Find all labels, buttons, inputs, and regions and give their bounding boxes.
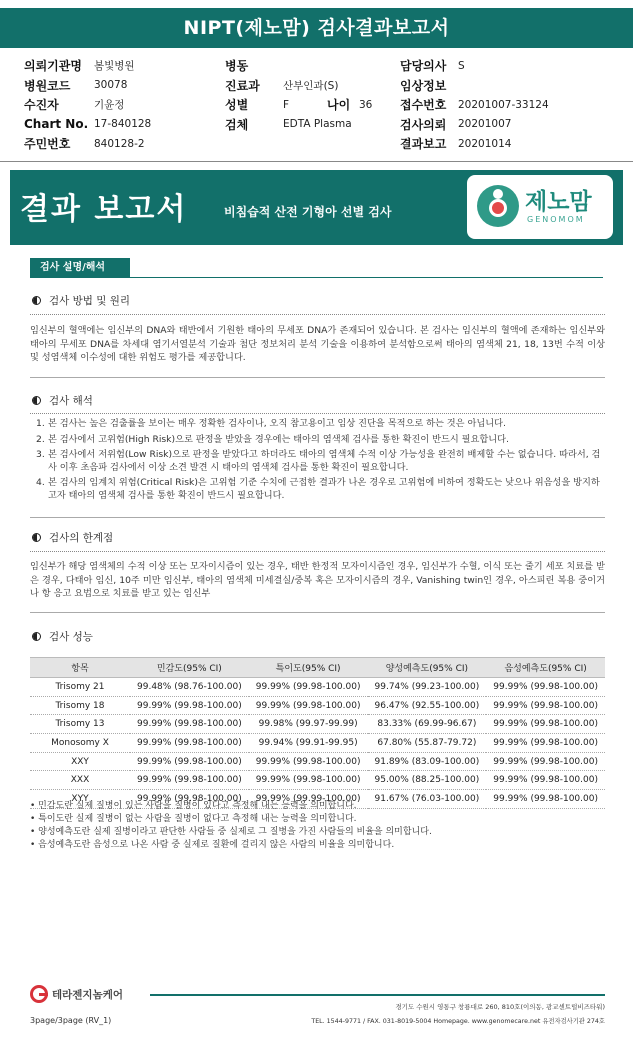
patient-info-col3 [400, 56, 549, 154]
interp-list [36, 418, 604, 505]
table-cell: 99.99% (99.98-100.00) [249, 752, 368, 771]
list-item: 4. 본 검사의 임계치 위험(Critical Risk)은 고위험 기준 수치에 근접한 결과가 나온 경우로 고위험에 비하여 정확도는 낮으나 위음성을 방지하고자 태아의 염색체 검사를 통한 확진이 반드시 필요합니다. [36, 477, 600, 501]
doctor-value: S [458, 59, 465, 72]
table-cell: 99.99% (99.98-100.00) [130, 696, 249, 715]
hospital-code-value: 30078 [94, 79, 128, 92]
limit-heading [32, 530, 113, 545]
divider [30, 612, 605, 613]
table-cell: 99.99% (99.98-100.00) [130, 752, 249, 771]
column-header: 양성예측도(95% CI) [368, 658, 487, 678]
half-circle-icon [32, 632, 41, 641]
half-circle-icon [32, 296, 41, 305]
sex-value: F [283, 98, 290, 111]
footer-contact: TEL. 1544-9771 / FAX. 031-8019-5004 Homepage. www.genomecare.net 유전자검사기관 274호 [311, 1018, 605, 1025]
note-item: • 민감도란 실제 질병이 있는 사람을 질병이 있다고 측정해 내는 능력을 의미합니다. [30, 801, 357, 811]
table-row [30, 771, 605, 790]
table-cell: 99.99% (99.99-100.00) [249, 790, 368, 809]
table-cell: 99.48% (98.76-100.00) [130, 678, 249, 697]
table-cell: Monosomy X [30, 734, 130, 753]
chart-no-value: 17-840128 [94, 118, 152, 131]
banner-subtitle: 비침습적 산전 기형아 선별 검사 [224, 205, 392, 219]
table-row [30, 752, 605, 771]
table-cell: 95.00% (88.25-100.00) [368, 771, 487, 790]
method-heading [32, 293, 130, 308]
table-cell: 83.33% (69.99-96.67) [368, 715, 487, 734]
doctor-label: 담당의사 [400, 59, 447, 74]
perf-heading-text: 검사 성능 [49, 631, 93, 643]
chart-no-label: Chart No. [24, 117, 89, 132]
half-circle-icon [32, 396, 41, 405]
footer-address: 경기도 수원시 영통구 창룡대로 260, 810호(이의동, 광교센트럴비즈타워) [395, 1003, 605, 1011]
report-date-value: 20201014 [458, 137, 512, 150]
table-cell: Trisomy 13 [30, 715, 130, 734]
method-heading-text: 검사 방법 및 원리 [49, 295, 131, 307]
divider [30, 551, 605, 552]
table-cell: 99.99% (99.98-100.00) [486, 771, 605, 790]
page-number: 3page/3page (RV_1) [30, 1016, 112, 1025]
patient-name-value: 기윤정 [94, 99, 125, 112]
request-date-value: 20201007 [458, 118, 512, 131]
column-header: 특이도(95% CI) [249, 658, 368, 678]
banner-title: 결과 보고서 [20, 192, 188, 227]
department-value: 산부인과(S) [283, 79, 339, 92]
section-divider [30, 277, 603, 278]
definition-notes [30, 800, 605, 852]
table-cell: 99.94% (99.91-99.95) [249, 734, 368, 753]
table-cell: 99.98% (99.97-99.99) [249, 715, 368, 734]
table-cell: 99.99% (99.98-100.00) [249, 696, 368, 715]
department-label: 진료과 [225, 78, 260, 93]
table-cell: 99.99% (99.98-100.00) [486, 734, 605, 753]
ward-label: 병동 [225, 59, 249, 74]
patient-info-col1 [24, 56, 151, 154]
table-cell: 99.99% (99.98-100.00) [130, 771, 249, 790]
column-header: 음성예측도(95% CI) [486, 658, 605, 678]
table-header-row [30, 658, 605, 678]
receipt-no-label: 접수번호 [400, 98, 447, 113]
hospital-name-value: 봄빛병원 [94, 60, 135, 73]
table-row [30, 696, 605, 715]
section-tag: 검사 설명/해석 [30, 258, 130, 278]
hospital-code-label: 병원코드 [24, 78, 71, 93]
table-cell: Trisomy 21 [30, 678, 130, 697]
patient-info [0, 52, 633, 162]
table-cell: 99.99% (99.98-100.00) [486, 752, 605, 771]
table-cell: 99.99% (99.98-100.00) [486, 790, 605, 809]
specimen-label: 검체 [225, 117, 249, 132]
note-item: • 음성예측도란 음성으로 나온 사람 중 실제로 질환에 걸리지 않은 사람의 비율을 의미합니다. [30, 840, 395, 850]
logo-text: 제노맘 [525, 189, 592, 215]
logo-subtext: GENOMOM [527, 215, 585, 224]
list-item: 2. 본 검사에서 고위험(High Risk)으로 판정을 받았을 경우에는 태아의 염색체 검사를 통한 확진이 반드시 필요합니다. [36, 433, 509, 445]
interp-heading [32, 393, 93, 408]
resident-no-value: 840128-2 [94, 137, 145, 150]
table-cell: 99.99% (99.98-100.00) [249, 678, 368, 697]
note-item: • 특이도란 실제 질병이 없는 사람을 질병이 없다고 측정해 내는 능력을 의미합니다. [30, 814, 357, 824]
request-date-label: 검사의뢰 [400, 117, 447, 132]
g-logo-icon [30, 985, 48, 1003]
table-cell: XXX [30, 771, 130, 790]
table-cell: 99.99% (99.98-100.00) [130, 715, 249, 734]
specimen-value: EDTA Plasma [283, 118, 352, 131]
footer-divider [150, 994, 605, 996]
table-cell: 99.99% (99.98-100.00) [486, 715, 605, 734]
table-cell: 99.74% (99.23-100.00) [368, 678, 487, 697]
limit-text: 임신부가 해당 염색체의 수적 이상 또는 모자이시즘이 있는 경우, 태반 한정적 모자이시즘인 경우, 임신부가 수혈, 이식 또는 줄기 세포 치료를 받은 경우, 다태아 임신, 10주 미만 임신부, 태아의 염색체 미세결실/중복 혹은 모자이시즘의 경우, Vanishing twin인 경우, 아스피린 복용 중이거나 항 응고 요법으로 치료를 받고 있는 임신부 [30, 561, 605, 599]
genomom-logo [467, 175, 613, 239]
perf-heading [32, 629, 93, 644]
list-item: 3. 본 검사에서 저위험(Low Risk)으로 판정을 받았다고 하더라도 태아의 염색체 수적 이상 가능성을 완전히 배제할 수는 없습니다. 따라서, 검사 이후 초음파 검사에서 이상 소견 발견 시 태아의 염색체 검사를 통한 확진이 필요합니다. [36, 449, 601, 473]
half-circle-icon [32, 533, 41, 542]
table-cell: Trisomy 18 [30, 696, 130, 715]
report-title: NIPT(제노맘) 검사결과보고서 [0, 8, 633, 48]
age-value: 36 [359, 98, 373, 111]
table-cell: 96.47% (92.55-100.00) [368, 696, 487, 715]
patient-name-label: 수진자 [24, 98, 59, 113]
resident-no-label: 주민번호 [24, 137, 71, 152]
table-cell: XXY [30, 752, 130, 771]
table-cell: 99.99% (99.98-100.00) [486, 696, 605, 715]
table-cell: 91.89% (83.09-100.00) [368, 752, 487, 771]
list-item: 1. 본 검사는 높은 검출률을 보이는 매우 정확한 검사이나, 오직 참고용이고 임상 진단을 목적으로 하는 것은 아닙니다. [36, 418, 506, 429]
column-header: 민감도(95% CI) [130, 658, 249, 678]
table-cell: 91.67% (76.03-100.00) [368, 790, 487, 809]
divider [30, 413, 605, 414]
table-cell: XYY [30, 790, 130, 809]
footer-logo [30, 985, 123, 1003]
divider [30, 314, 605, 315]
performance-table [30, 657, 605, 809]
divider [30, 377, 605, 378]
table-row [30, 715, 605, 734]
interp-heading-text: 검사 해석 [49, 395, 93, 407]
sex-label: 성별 [225, 98, 249, 113]
receipt-no-value: 20201007-33124 [458, 98, 549, 111]
limit-heading-text: 검사의 한계점 [49, 532, 114, 544]
table-cell: 99.99% (99.98-100.00) [130, 790, 249, 809]
table-row [30, 678, 605, 697]
hospital-name-label: 의뢰기관명 [24, 59, 82, 74]
table-row [30, 734, 605, 753]
divider [30, 517, 605, 518]
report-date-label: 결과보고 [400, 137, 447, 152]
mother-baby-icon [477, 185, 519, 227]
table-cell: 99.99% (99.98-100.00) [130, 734, 249, 753]
clinical-info-label: 임상정보 [400, 78, 447, 93]
table-cell: 67.80% (55.87-79.72) [368, 734, 487, 753]
method-text: 임신부의 혈액에는 임신부의 DNA와 태반에서 기원한 태아의 무세포 DNA가 존재되어 있습니다. 본 검사는 임신부의 혈액에 존재하는 임신부와 태아의 무세포 DNA를 차세대 염기서열분석 기술과 첨단 정보처리 분석 기술을 이용하여 분석함으로써 태아의 염색체 21, 18, 13번 수적 이상 및 성염색체 이수성에 대한 위험도 평가를 제공합니다. [30, 325, 605, 363]
age-label: 나이 [327, 98, 351, 113]
patient-info-col2 [225, 56, 372, 134]
company-name: 테라젠지놈케어 [52, 988, 124, 1001]
column-header: 항목 [30, 658, 130, 678]
result-banner [10, 170, 623, 245]
table-cell: 99.99% (99.98-100.00) [486, 678, 605, 697]
note-item: • 양성예측도란 실제 질병이라고 판단한 사람들 중 실제로 그 질병을 가진 사람들의 비율을 의미합니다. [30, 827, 432, 837]
table-cell: 99.99% (99.98-100.00) [249, 771, 368, 790]
